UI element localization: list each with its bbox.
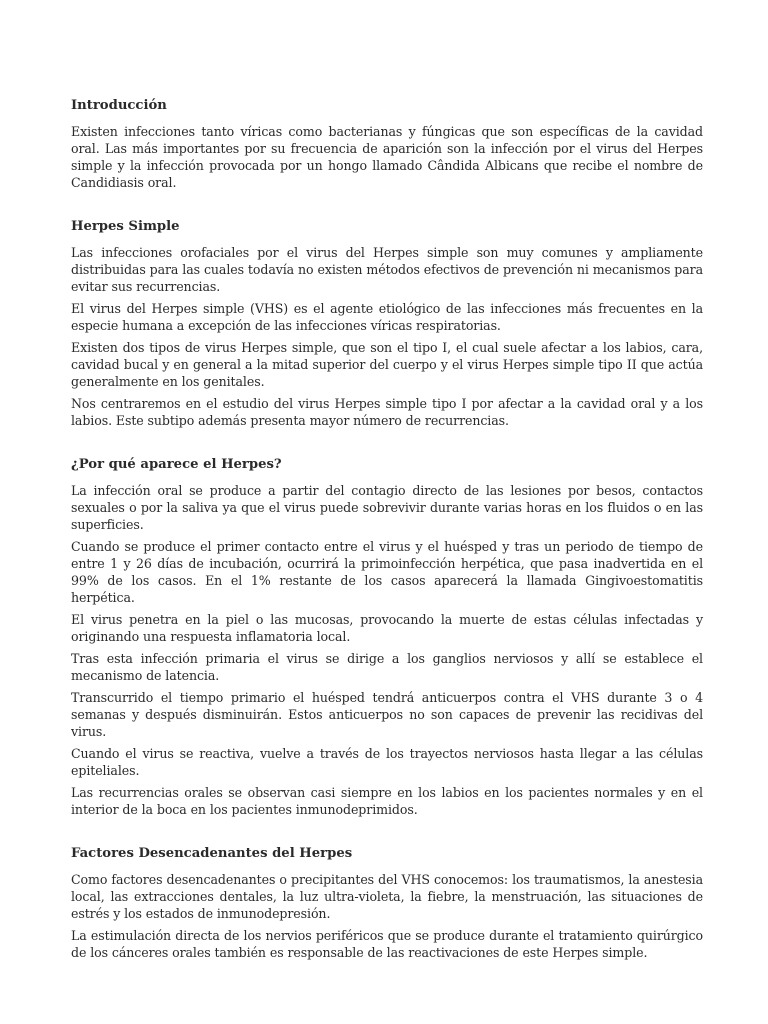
- paragraph: La infección oral se produce a partir del contagio directo de las lesiones por besos, contactos sexuales o por la saliva ya que el virus puede sobrevivir durante varias horas en los fluidos o en las superficies.: [71, 483, 703, 532]
- section-factores-desencadenantes: [71, 844, 703, 961]
- paragraph: Cuando el virus se reactiva, vuelve a través de los trayectos nerviosos hasta llegar a las células epiteliales.: [71, 746, 703, 778]
- document-page: [71, 96, 703, 966]
- paragraph: Como factores desencadenantes o precipitantes del VHS conocemos: los traumatismos, la anestesia local, las extracciones dentales, la luz ultra-violeta, la fiebre, la menstruación, las situaciones de estrés y los estados de inmunodepresión.: [71, 872, 703, 921]
- paragraph: Existen infecciones tanto víricas como bacterianas y fúngicas que son específicas de la cavidad oral. Las más importantes por su frecuencia de aparición son la infección por el virus del Herpes simple y la infección provocada por un hongo llamado Cândida Albicans que recibe el nombre de Candidiasis oral.: [71, 124, 703, 190]
- paragraph: Cuando se produce el primer contacto entre el virus y el huésped y tras un periodo de tiempo de entre 1 y 26 días de incubación, ocurrirá la primoinfección herpética, que pasa inadvertida en el 99% de los casos. En el 1% restante de los casos aparecerá la llamada Gingivoestomatitis herpética.: [71, 539, 703, 605]
- paragraph: Nos centraremos en el estudio del virus Herpes simple tipo I por afectar a la cavidad oral y a los labios. Este subtipo además presenta mayor número de recurrencias.: [71, 396, 703, 428]
- section-introduccion: [71, 96, 703, 191]
- paragraph: Tras esta infección primaria el virus se dirige a los ganglios nerviosos y allí se establece el mecanismo de latencia.: [71, 651, 703, 683]
- section-herpes-simple: [71, 217, 703, 429]
- paragraph: Transcurrido el tiempo primario el huésped tendrá anticuerpos contra el VHS durante 3 o 4 semanas y después disminuirán. Estos anticuerpos no son capaces de prevenir las recidivas del virus.: [71, 690, 703, 739]
- paragraph: Las recurrencias orales se observan casi siempre en los labios en los pacientes normales y en el interior de la boca en los pacientes inmunodeprimidos.: [71, 785, 703, 817]
- paragraph: Las infecciones orofaciales por el virus del Herpes simple son muy comunes y ampliamente distribuidas para las cuales todavía no existen métodos efectivos de prevención ni mecanismos para evitar sus recurrencias.: [71, 245, 703, 294]
- section-heading: Introducción: [71, 98, 167, 113]
- paragraph: El virus penetra en la piel o las mucosas, provocando la muerte de estas células infectadas y originando una respuesta inflamatoria local.: [71, 612, 703, 644]
- section-heading: ¿Por qué aparece el Herpes?: [71, 457, 282, 472]
- paragraph: Existen dos tipos de virus Herpes simple, que son el tipo I, el cual suele afectar a los labios, cara, cavidad bucal y en general a la mitad superior del cuerpo y el virus Herpes simple tipo II que actúa generalmente en los genitales.: [71, 340, 703, 389]
- paragraph: El virus del Herpes simple (VHS) es el agente etiológico de las infecciones más frecuentes en la especie humana a excepción de las infecciones víricas respiratorias.: [71, 301, 703, 333]
- section-por-que-aparece: [71, 455, 703, 818]
- paragraph: La estimulación directa de los nervios periféricos que se produce durante el tratamiento quirúrgico de los cánceres orales también es responsable de las reactivaciones de este Herpes simple.: [71, 928, 703, 960]
- section-heading: Herpes Simple: [71, 219, 180, 234]
- section-heading: Factores Desencadenantes del Herpes: [71, 846, 353, 861]
